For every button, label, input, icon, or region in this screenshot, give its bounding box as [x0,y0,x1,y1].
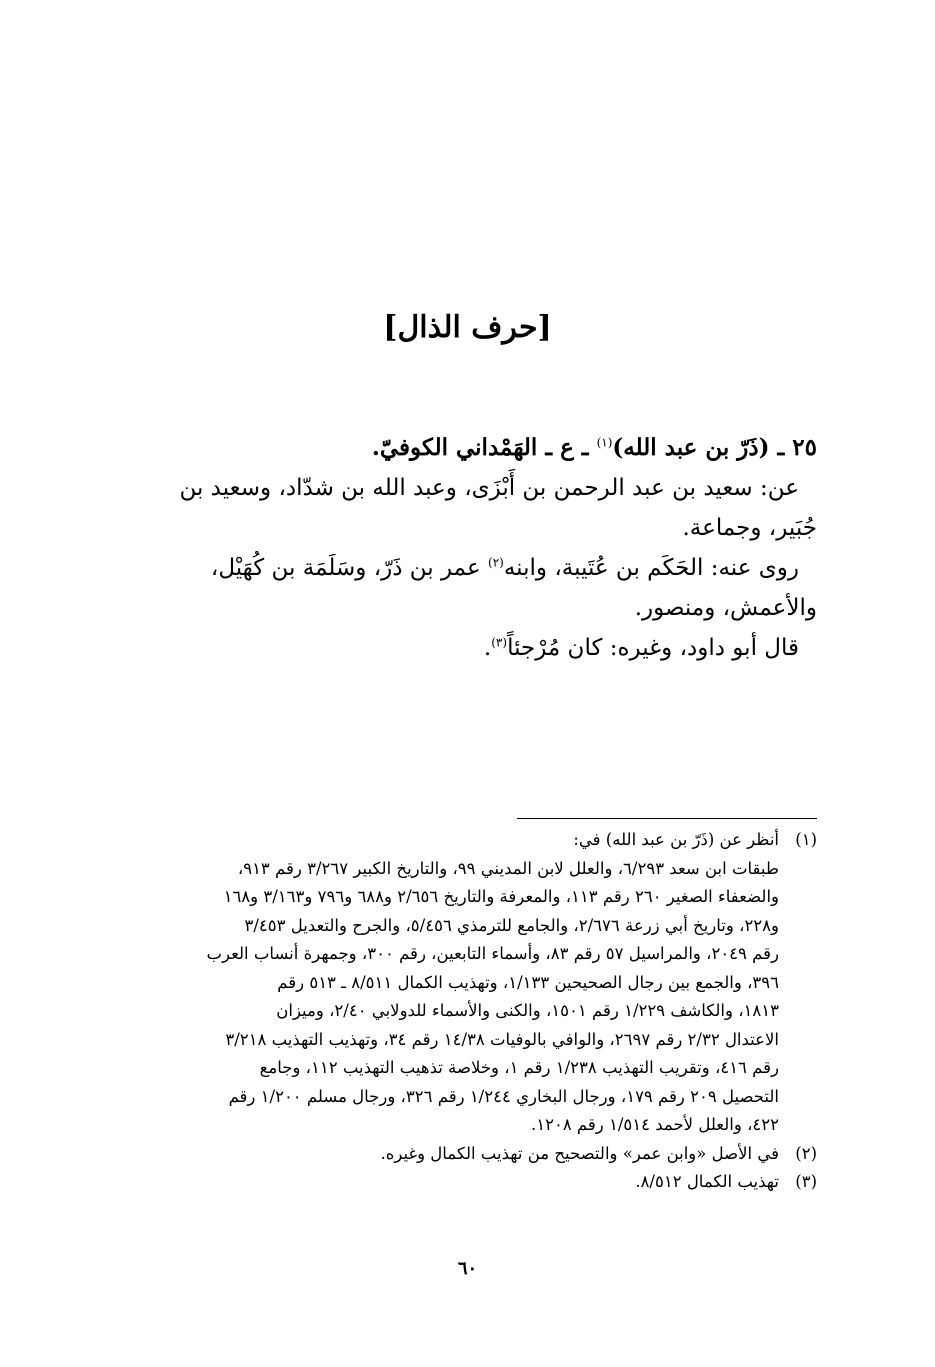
footnote-number: (٣) [795,1172,817,1191]
footnote-ref-1: (١) [596,435,613,450]
teachers-line-2: جُبَير، وجماعة. [682,515,817,541]
footnote-2 [127,1140,817,1169]
footnote-ref-3: (٣) [491,635,508,650]
footnote-line: ٤٢٢، والعلل لأحمد ١/٥١٤ رقم ١٢٠٨. [530,1115,779,1134]
footnote-line: ١٨١٣، والكاشف ١/٢٢٩ رقم ١٥٠١، والكنى والأسماء للدولابي ٢/٤٠، وميزان [276,1001,779,1020]
biography-entry [127,428,817,668]
footnote-line: و٢٢٨، وتاريخ أبي زرعة ٢/٦٧٦، والجامع للترمذي ٥/٤٥٦، والجرح والتعديل ٣/٤٥٣ [244,915,779,935]
footnote-line: طبقات ابن سعد ٦/٢٩٣، والعلل لابن المديني ٩٩، والتاريخ الكبير ٣/٢٦٧ رقم ٩١٣، [237,858,779,878]
entry-heading-line [127,428,817,468]
narrators-line-1 [127,548,817,588]
footnote-line: ٣٩٦، والجمع بين رجال الصحيحين ١/١٣٣، وتهذيب الكمال ٨/٥١١ ـ ٥١٣ رقم [277,972,779,992]
statement-text-b: . [483,635,492,661]
narrators-text-a: روى عنه: الحَكَم بن عُتَيبة، وابنه [503,555,799,581]
statement-line [127,628,817,668]
footnote-1 [127,826,817,1140]
footnote-body [127,1140,779,1169]
footnote-3 [127,1168,817,1197]
footnote-line: تهذيب الكمال ٨/٥١٢. [635,1172,779,1191]
footnote-line: في الأصل «وابن عمر» والتصحيح من تهذيب الكمال وغيره. [380,1143,779,1163]
footnote-ref-2: (٢) [488,555,504,570]
footnote-line: رقم ٢٠٤٩، والمراسيل ٥٧ رقم ٨٣، وأسماء التابعين، رقم ٣٠٠، وجمهرة أنساب العرب [206,944,779,963]
footnote-line: والضعفاء الصغير ٢٦٠ رقم ١١٣، والمعرفة والتاريخ ٢/٦٥٦ و٦٨٨ و٧٩٦ و٣/١٦٣ و١٦٨ [223,887,779,906]
chapter-title: [حرف الذال] [383,310,552,345]
footnote-number: (٢) [795,1143,817,1163]
narrators-line-2: والأعمش، ومنصور. [634,595,817,621]
narrators-text-b: عمر بن ذَرّ، وسَلَمَة بن كُهَيْل، [210,555,489,581]
entry-heading-tail: ـ ع ـ الهَمْداني الكوفيّ. [371,434,597,461]
footnotes [127,826,817,1197]
footnote-number: (١) [795,830,817,849]
footnote-body [127,1168,779,1197]
footnote-line: أنظر عن (ذَرّ بن عبد الله) في: [573,830,779,849]
footnote-line: التحصيل ٢٠٩ رقم ١٧٩، ورجال البخاري ١/٢٤٤ رقم ٣٢٦، ورجال مسلم ١/٢٠٠ رقم [228,1086,779,1106]
footnote-line: رقم ٤١٦، وتقريب التهذيب ١/٢٣٨ رقم ١، وخلاصة تذهيب التهذيب ١١٢، وجامع [259,1058,779,1077]
teachers-line-1: عن: سعيد بن عبد الرحمن بن أَبْزَى، وعبد الله بن شدّاد، وسعيد بن [179,475,799,501]
statement-text-a: قال أبو داود، وغيره: كان مُرْجئاً [507,635,799,661]
page-number: ٦٠ [457,1258,478,1279]
footnote-line: الاعتدال ٢/٣٢ رقم ٢٦٩٧، والوافي بالوفيات ١٤/٣٨ رقم ٣٤، وتهذيب التهذيب ٣/٢١٨ [225,1029,779,1049]
footnote-body [127,826,779,1140]
entry-heading: ٢٥ ـ (ذَرّ بن عبد الله) [612,434,817,461]
footnote-divider [517,818,817,819]
